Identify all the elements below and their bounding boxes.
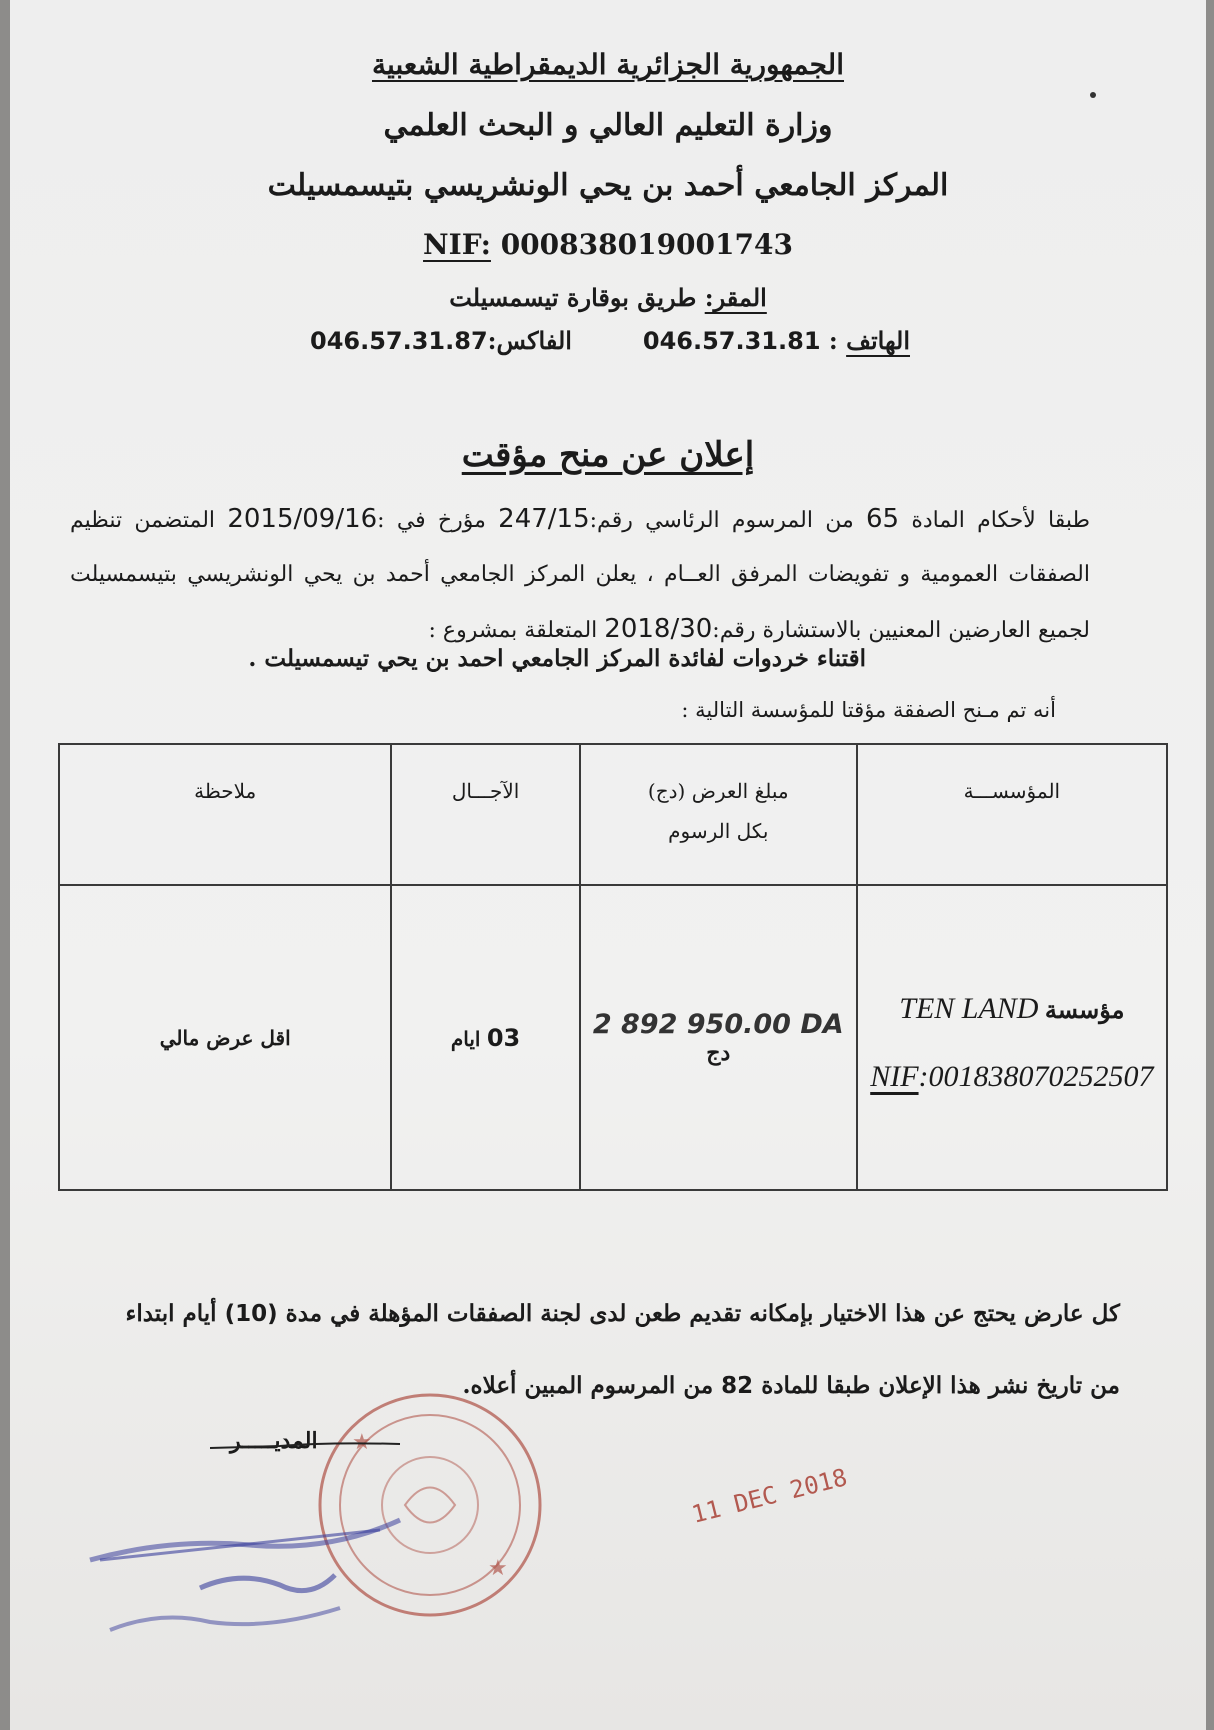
appeal-days: (10): [224, 1301, 278, 1327]
nif-label: NIF:: [423, 228, 491, 261]
svg-text:★: ★: [488, 1556, 508, 1581]
p1-text-c: مؤرخ في :: [377, 508, 486, 533]
table-header-row: [59, 744, 1167, 885]
project-line: اقتناء خردوات لفائدة المركز الجامعي احمد بن يحي تيسمسيلت .: [248, 645, 866, 672]
center-heading: المركز الجامعي أحمد بن يحي الونشريسي بتيسمسيلت: [267, 168, 949, 203]
phone-separator: :: [828, 326, 838, 355]
document-sheet: [10, 0, 1206, 1730]
cell-deadline: [391, 885, 579, 1190]
announcement-paragraph: [70, 492, 1090, 658]
consultation-number: 2018/30: [604, 614, 713, 644]
ink-dot: [1090, 92, 1096, 98]
director-signature-stamp: [80, 1490, 410, 1640]
institution-prefix: مؤسسة: [1044, 994, 1125, 1024]
director-signature-label: المديـــــر: [230, 1428, 318, 1454]
cell-amount: [580, 885, 857, 1190]
headquarters-line: [10, 283, 1206, 312]
header-institution: المؤسســـة: [857, 744, 1167, 885]
deadline-unit: ايام: [450, 1026, 481, 1051]
hq-label: المقر:: [704, 283, 767, 312]
p1-text-d: المتضمن تنظيم الصفقات العمومية و تفويضات المرفق العــام ، يعلن المركز الجامعي أحمد بن يحي الونشريسي بتيسمسيلت لجميع العارضين المعنيين بالاستشارة رقم:: [70, 508, 1090, 643]
handwritten-signature: [210, 1428, 410, 1468]
appeal-text-c: من المرسوم المبين أعلاه.: [462, 1372, 714, 1399]
ministry-heading: وزارة التعليم العالي و البحث العلمي: [383, 108, 833, 143]
p1-text-a: طبقا لأحكام المادة: [911, 508, 1090, 533]
header-note: ملاحظة: [59, 744, 391, 885]
header-deadline: الآجـــال: [391, 744, 579, 885]
amount-value: 2 892 950.00 DA: [592, 1009, 844, 1040]
institution-name-line: [859, 992, 1165, 1026]
granted-line: أنه تم مـنح الصفقة مؤقتا للمؤسسة التالية :: [681, 698, 1056, 722]
svg-text:★: ★: [352, 1430, 372, 1455]
appeal-text-a: كل عارض يحتج عن هذا الاختيار بإمكانه تقديم طعن لدى لجنة الصفقات المؤهلة في مدة: [285, 1300, 1120, 1327]
header-amount-line2: بكل الرسوم: [668, 819, 769, 843]
decree-date: 2015/09/16: [227, 504, 378, 534]
amount-suffix: دج: [706, 1040, 731, 1066]
award-table: [58, 743, 1168, 1191]
fax-value: 046.57.31.87: [310, 327, 488, 355]
appeal-text-b: أيام ابتداء من تاريخ نشر هذا الإعلان طبقا للمادة: [125, 1300, 1120, 1399]
cell-institution: [857, 885, 1167, 1190]
nif-line: [10, 228, 1206, 261]
phone-value: 046.57.31.81: [642, 327, 821, 355]
table-row: [59, 885, 1167, 1190]
article-number: 65: [866, 504, 900, 534]
institution-name: TEN LAND: [899, 991, 1039, 1025]
announcement-title: إعلان عن منح مؤقت: [461, 435, 755, 475]
contact-line: [310, 326, 910, 355]
deadline-number: 03: [486, 1023, 521, 1052]
decree-number: 247/15: [498, 504, 590, 534]
appeal-paragraph: [120, 1278, 1120, 1422]
cell-note: اقل عرض مالي: [59, 885, 391, 1190]
institution-nif-value: :001838070252507: [918, 1059, 1154, 1093]
header-amount: [580, 744, 857, 885]
fax-label: الفاكس:: [487, 326, 572, 355]
republic-heading: الجمهورية الجزائرية الديمقراطية الشعبية: [371, 48, 844, 81]
phone-group: [643, 326, 910, 355]
phone-label: الهاتف: [846, 326, 910, 355]
institution-nif-line: [859, 1060, 1165, 1094]
fax-group: [310, 326, 572, 355]
date-stamp: 11 DEC 2018: [688, 1463, 850, 1529]
institution-nif-label: NIF: [870, 1059, 919, 1093]
p1-text-b: من المرسوم الرئاسي رقم:: [589, 508, 854, 533]
nif-value: 000838019001743: [500, 228, 793, 261]
p1-text-e: المتعلقة بمشروع :: [428, 618, 598, 643]
header-amount-line1: مبلغ العرض (دج): [647, 779, 789, 803]
appeal-article: 82: [721, 1373, 754, 1399]
hq-value: طريق بوقارة تيسمسيلت: [449, 283, 697, 312]
